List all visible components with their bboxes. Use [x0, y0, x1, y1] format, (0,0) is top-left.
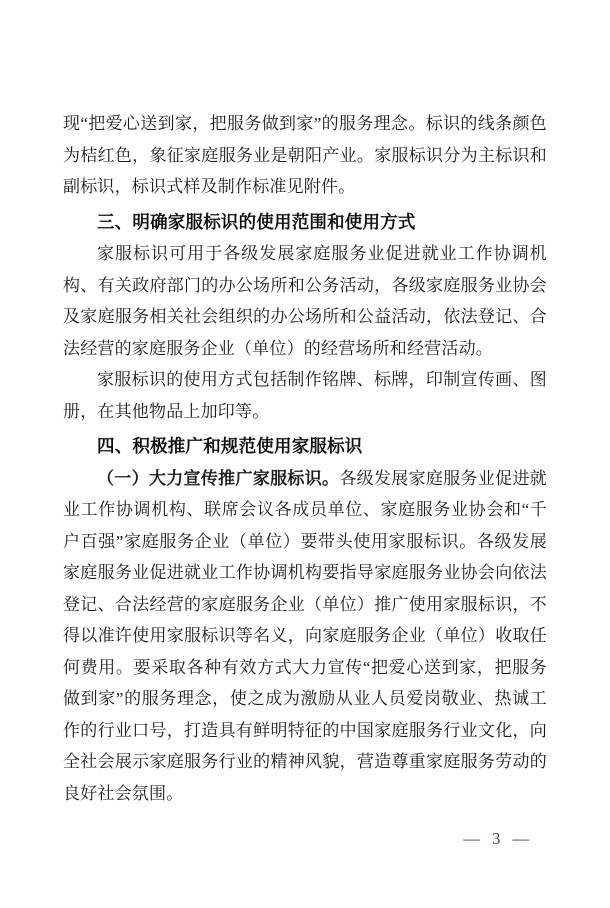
- paragraph: [63, 463, 547, 810]
- paragraph: 家服标识可用于各级发展家庭服务业促进就业工作协调机构、有关政府部门的办公场所和公务活动，各级家庭服务业协会及家庭服务相关社会组织的办公场所和公益活动，依法登记、合法经营的家庭服务企业（单位）的经营场所和经营活动。: [63, 244, 547, 358]
- paragraph-text: 各级发展家庭服务业促进就业工作协调机构、联席会议各成员单位、家庭服务业协会和“千户百强”家庭服务企业（单位）要带头使用家服标识。各级发展家庭服务业促进就业工作协调机构要指导家庭服务业协会向依法登记、合法经营的家庭服务企业（单位）推广使用家服标识，不得以准许使用家服标识等名义，向家庭服务企业（单位）收取任何费用。要采取各种有效方式大力宣传“把爱心送到家，把服务做到家”的服务理念，使之成为激励从业人员爱岗敬业、热诚工作的行业口号，打造具有鲜明特征的中国家庭服务行业文化，向全社会展示家庭服务行业的精神风貌，营造尊重家庭服务劳动的良好社会氛围。: [63, 468, 547, 803]
- paragraph: 家服标识的使用方式包括制作铭牌、标牌，印制宣传画、图册，在其他物品上加印等。: [63, 370, 547, 421]
- section-heading-3: 三、明确家服标识的使用范围和使用方式: [97, 211, 416, 232]
- paragraph-lead: （一）大力宣传推广家服标识。: [97, 468, 340, 488]
- section-heading-4: 四、积极推广和规范使用家服标识: [97, 436, 363, 456]
- paragraph-continued: 现“把爱心送到家，把服务做到家”的服务理念。标识的线条颜色为桔红色，象征家庭服务业是朝阳产业。家服标识分为主标识和副标识，标识式样及制作标准见附件。: [63, 114, 547, 196]
- document-body: [63, 108, 547, 809]
- page-number: — 3 —: [463, 829, 530, 848]
